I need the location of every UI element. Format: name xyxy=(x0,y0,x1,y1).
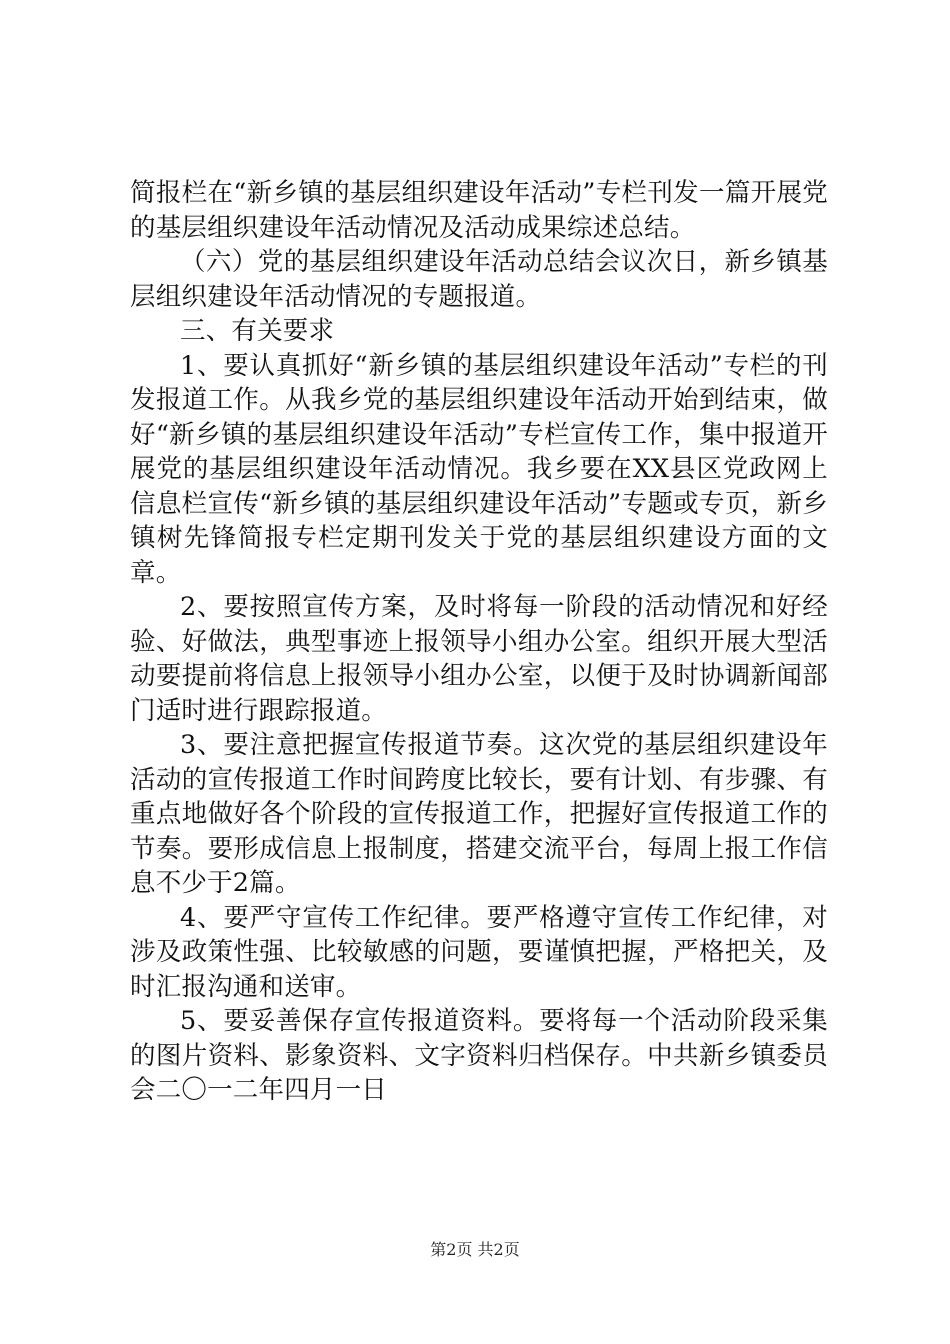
paragraph-requirement-3: 3、要注意把握宣传报道节奏。这次党的基层组织建设年活动的宣传报道工作时间跨度比较长，要有计划、有步骤、有重点地做好各个阶段的宣传报道工作，把握好宣传报道工作的节奏。要形成信息上报制度，搭建交流平台，每周上报工作信息不少于2篇。 xyxy=(130,730,828,898)
paragraph-requirement-2: 2、要按照宣传方案，及时将每一阶段的活动情况和好经验、好做法，典型事迹上报领导小组办公室。组织开展大型活动要提前将信息上报领导小组办公室，以便于及时协调新闻部门适时进行跟踪报道。 xyxy=(130,592,828,726)
paragraph-requirement-1: 1、要认真抓好“新乡镇的基层组织建设年活动”专栏的刊发报道工作。从我乡党的基层组织建设年活动开始到结束，做好“新乡镇的基层组织建设年活动”专栏宣传工作，集中报道开展党的基层组织建设年活动情况。我乡要在XX县区党政网上信息栏宣传“新乡镇的基层组织建设年活动”专题或专页，新乡镇树先锋简报专栏定期刊发关于党的基层组织建设方面的文章。 xyxy=(130,350,828,588)
page-number-footer: 第2页 共2页 xyxy=(430,1240,520,1259)
paragraph-continuation: 简报栏在“新乡镇的基层组织建设年活动”专栏刊发一篇开展党的基层组织建设年活动情况及活动成果综述总结。 xyxy=(130,178,828,243)
paragraph-item-six: （六）党的基层组织建设年活动总结会议次日，新乡镇基层组织建设年活动情况的专题报道。 xyxy=(130,247,828,312)
paragraph-requirement-4: 4、要严守宣传工作纪律。要严格遵守宣传工作纪律，对涉及政策性强、比较敏感的问题，要谨慎把握，严格把关，及时汇报沟通和送审。 xyxy=(130,902,828,1002)
paragraph-requirement-5: 5、要妥善保存宣传报道资料。要将每一个活动阶段采集的图片资料、影象资料、文字资料归档保存。中共新乡镇委员会二〇一二年四月一日 xyxy=(130,1006,828,1105)
section-heading-requirements: 三、有关要求 xyxy=(180,316,335,346)
document-body xyxy=(130,176,828,1108)
